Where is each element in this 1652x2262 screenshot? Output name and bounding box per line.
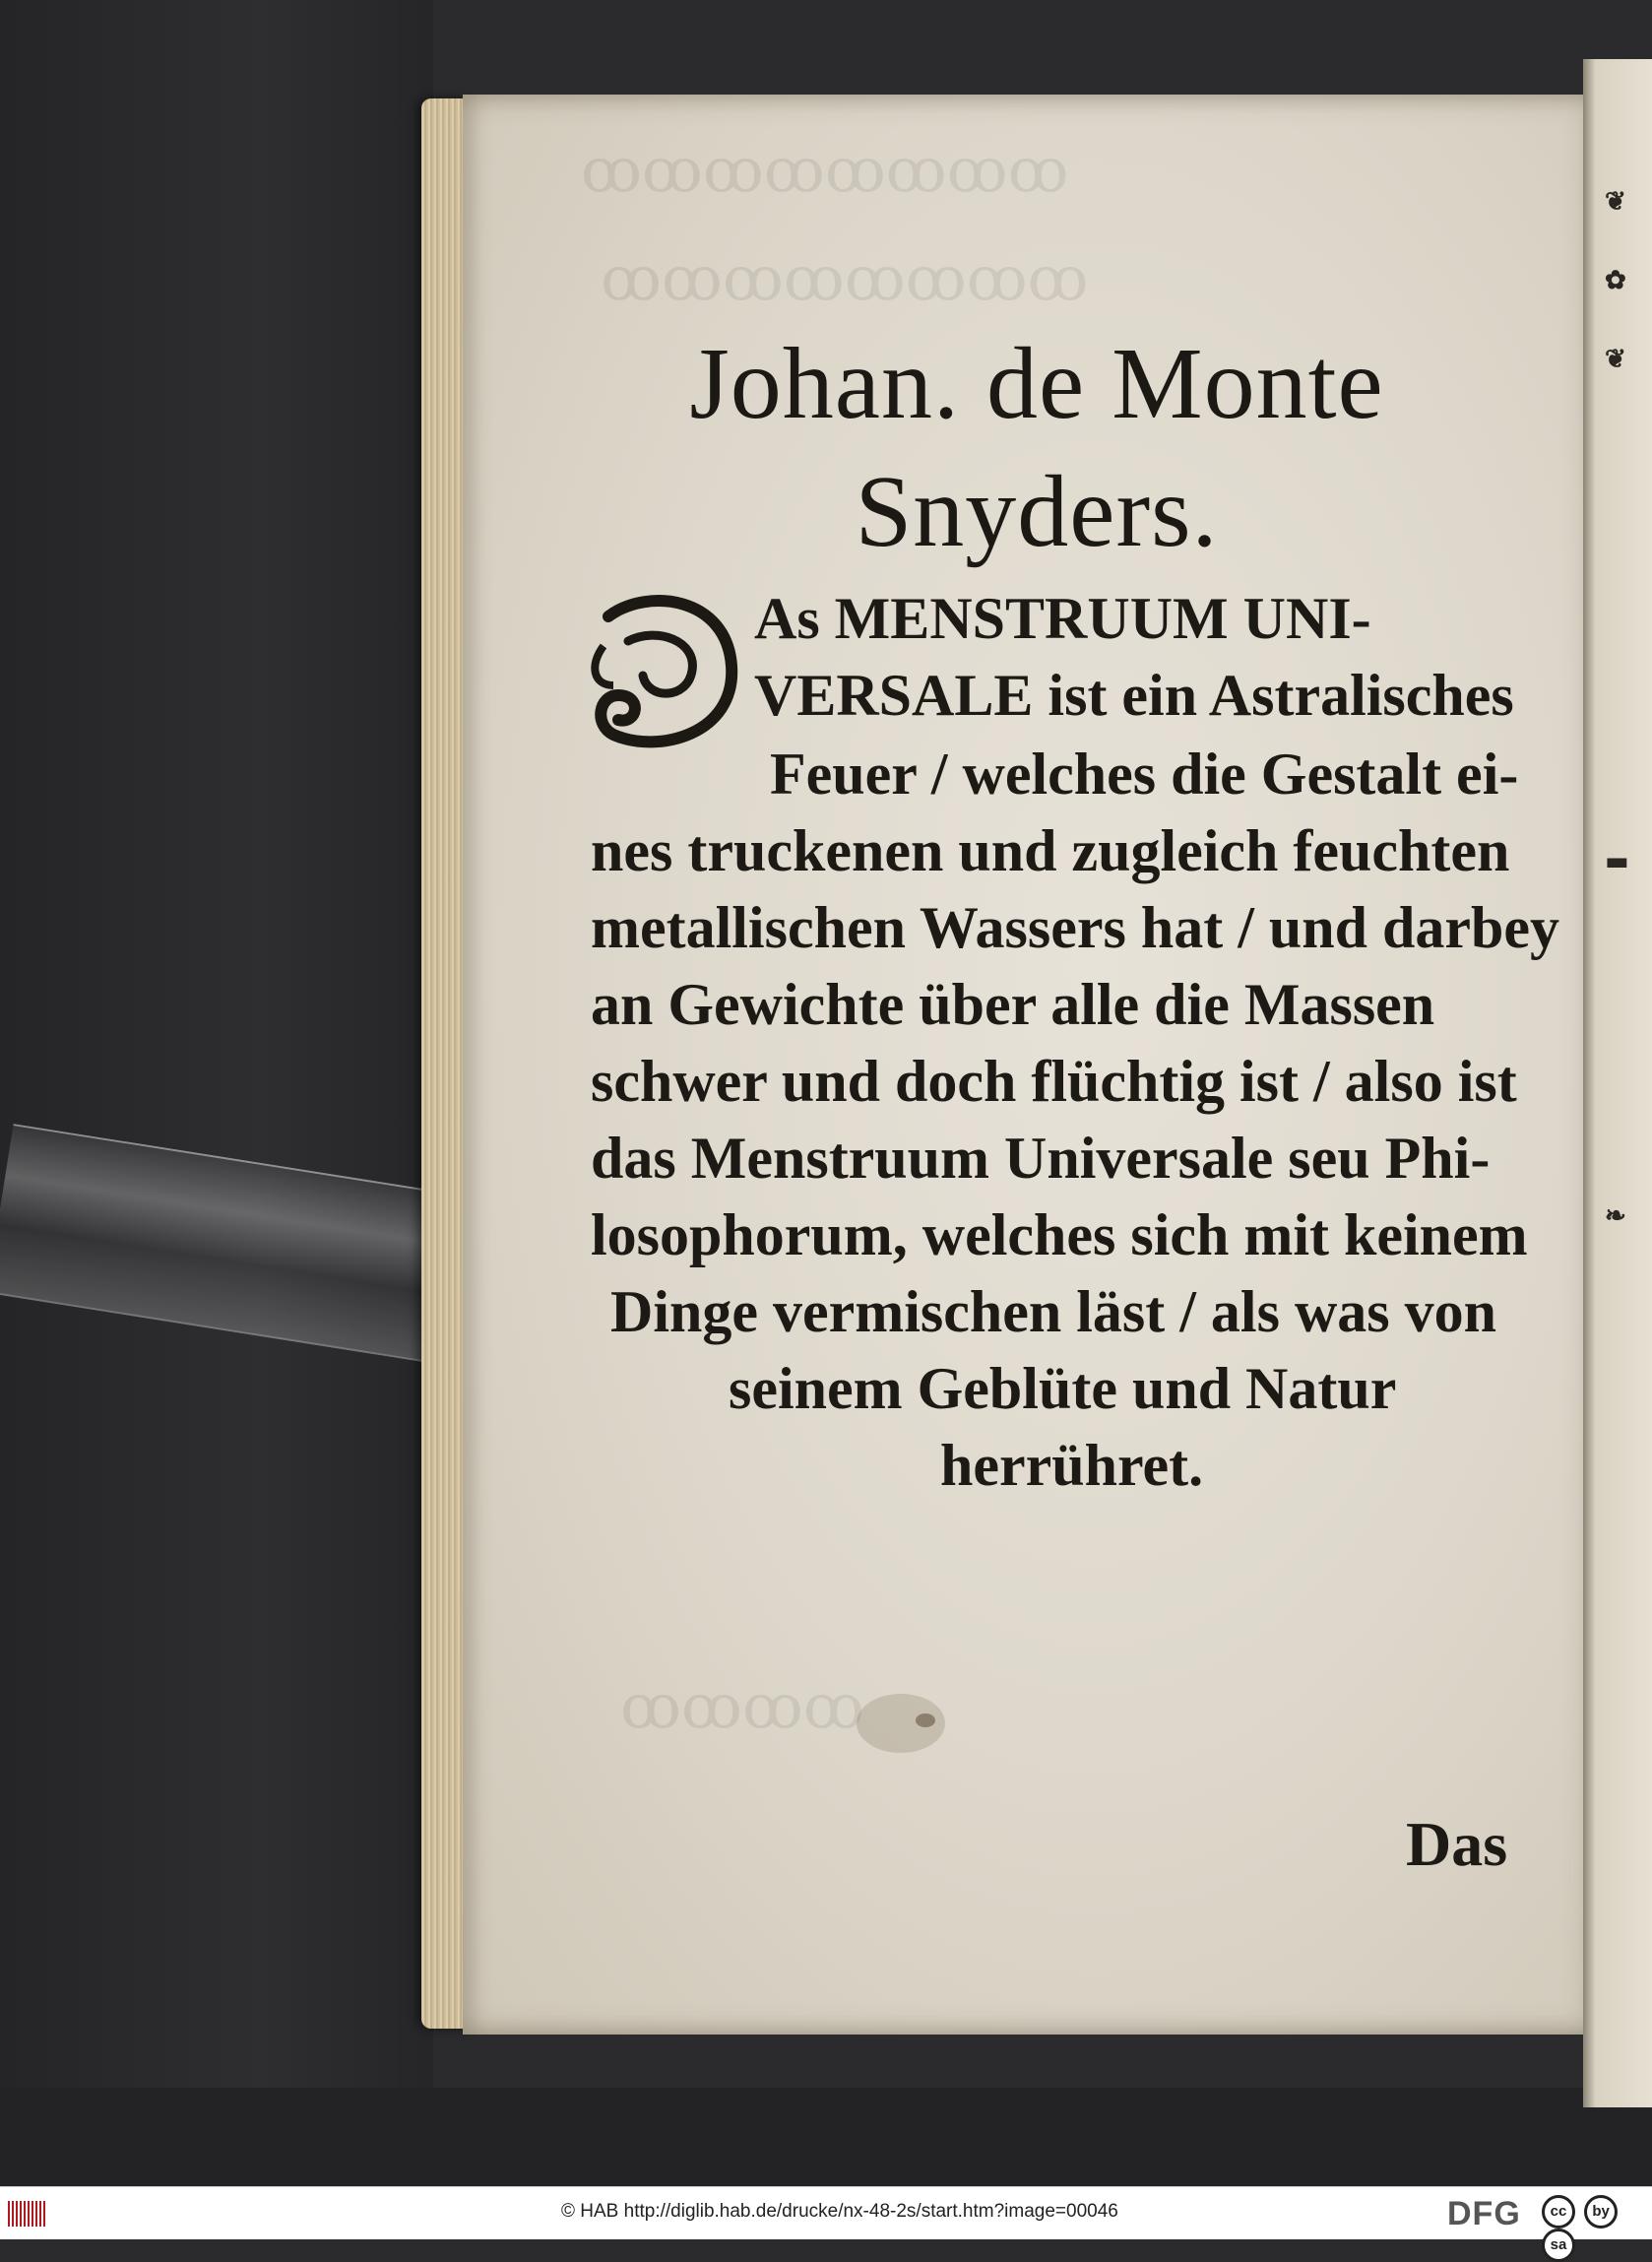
dark-background	[0, 0, 433, 2186]
body-line: Feuer / welches die Gestalt ei-	[770, 742, 1519, 807]
cc-license-icon[interactable]: cc	[1542, 2195, 1575, 2229]
facing-page-glyph: ✿	[1605, 266, 1626, 295]
sa-license-icon[interactable]: sa	[1542, 2229, 1575, 2262]
license-icons[interactable]	[1542, 2195, 1652, 2253]
body-line: herrühret.	[940, 1433, 1204, 1498]
drop-cap-initial	[589, 587, 746, 754]
body-line: Dinge vermischen läst / als was von	[610, 1279, 1496, 1344]
show-through-text: ꝏꝏꝏꝏꝏꝏꝏꝏ	[581, 134, 1069, 206]
body-line: das Menstruum Universale seu Phi-	[591, 1126, 1491, 1191]
title-line-2: Snyders.	[855, 455, 1219, 568]
title-line-1: Johan. de Monte	[689, 327, 1384, 440]
facing-page-glyph: ❧	[1605, 1201, 1626, 1231]
viewer-footer	[0, 2186, 1652, 2253]
show-through-text: ꝏꝏꝏꝏ	[620, 1670, 864, 1742]
body-line: schwer und doch flüchtig ist / also ist	[591, 1049, 1517, 1114]
by-license-icon[interactable]: by	[1584, 2195, 1618, 2229]
body-line: As MENSTRUUM UNI-	[754, 586, 1371, 651]
facing-page-glyph: ❦	[1605, 345, 1626, 374]
copyright-link[interactable]: © HAB http://diglib.hab.de/drucke/nx-48-2s/start.htm?image=00046	[561, 2201, 1118, 2222]
paper-stain	[916, 1713, 935, 1727]
body-line: VERSALE ist ein Astralisches	[754, 663, 1514, 728]
body-line: seinem Geblüte und Natur	[729, 1356, 1397, 1421]
facing-page-glyph: ▬	[1605, 847, 1629, 876]
show-through-text: ꝏꝏꝏꝏꝏꝏꝏꝏ	[601, 242, 1089, 314]
body-line: an Gewichte über alle die Massen	[591, 972, 1435, 1037]
body-line: metallischen Wassers hat / und darbey	[591, 895, 1559, 960]
facing-page-glyph: ❦	[1605, 187, 1626, 217]
catchword: Das	[1406, 1809, 1508, 1879]
body-line: nes truckenen und zugleich feuchten	[591, 818, 1510, 883]
dfg-logo: DFG	[1447, 2195, 1521, 2232]
body-line: losophorum, welches sich mit keinem	[591, 1202, 1528, 1267]
dark-background-bottom	[0, 2088, 1652, 2186]
barcode-icon	[8, 2201, 45, 2227]
